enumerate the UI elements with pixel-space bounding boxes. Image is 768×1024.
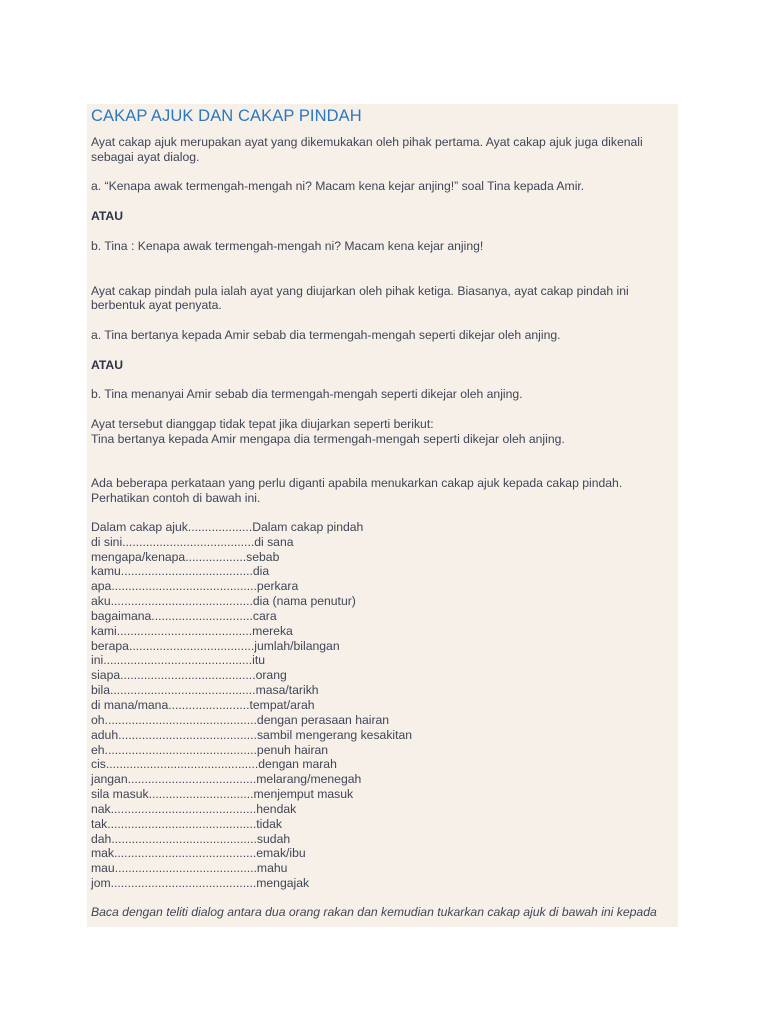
example-a-cakap-pindah: a. Tina bertanya kepada Amir sebab dia termengah-mengah seperti dikejar oleh anjing. xyxy=(91,327,561,342)
example-b-cakap-ajuk: b. Tina : Kenapa awak termengah-mengah ni? Macam kena kejar anjing! xyxy=(91,238,484,253)
list-item: nak...........................................hendak xyxy=(91,801,297,816)
instruction-line: Baca dengan teliti dialog antara dua orang rakan dan kemudian tukarkan cakap ajuk di bawah ini kepada xyxy=(91,904,657,919)
atau-label-2: ATAU xyxy=(91,357,124,372)
list-item: aduh.........................................sambil mengerang kesakitan xyxy=(91,727,413,742)
list-item: mak..........................................emak/ibu xyxy=(91,846,306,861)
list-item: Dalam cakap ajuk...................Dalam cakap pindah xyxy=(91,519,364,534)
word-change-list xyxy=(91,520,678,891)
list-item: cis.............................................dengan marah xyxy=(91,757,337,772)
list-item: sila masuk...............................menjemput masuk xyxy=(91,787,354,802)
list-item: dah...........................................sudah xyxy=(91,831,291,846)
list-item: mengapa/kenapa..................sebab xyxy=(91,549,280,564)
list-item: aku..........................................dia (nama penutur) xyxy=(91,594,356,609)
list-item: di sini.......................................di sana xyxy=(91,534,294,549)
list-item: jom...........................................mengajak xyxy=(91,876,310,891)
list-item: tak............................................tidak xyxy=(91,816,282,831)
list-item: oh.............................................dengan perasaan hairan xyxy=(91,712,390,727)
example-b-cakap-pindah: b. Tina menanyai Amir sebab dia termengah-mengah seperti dikejar oleh anjing. xyxy=(91,387,523,402)
example-a-cakap-ajuk: a. “Kenapa awak termengah-mengah ni? Macam kena kejar anjing!” soal Tina kepada Amir. xyxy=(91,179,585,194)
note-line-1: Ayat tersebut dianggap tidak tepat jika diujarkan seperti berikut: xyxy=(91,417,434,432)
paragraph-word-changes: Ada beberapa perkataan yang perlu diganti apabila menukarkan cakap ajuk kepada cakap pindah. Perhatikan contoh di bawah ini. xyxy=(91,476,623,506)
list-item: di mana/mana........................tempat/arah xyxy=(91,697,315,712)
list-item: bila...........................................masa/tarikh xyxy=(91,683,319,698)
list-item: apa...........................................perkara xyxy=(91,579,299,594)
list-item: siapa........................................orang xyxy=(91,668,287,683)
document-content xyxy=(87,104,678,920)
list-item: kami........................................mereka xyxy=(91,623,293,638)
page-title: CAKAP AJUK DAN CAKAP PINDAH xyxy=(91,107,362,125)
list-item: ini............................................itu xyxy=(91,653,266,668)
list-item: kamu.......................................dia xyxy=(91,564,270,579)
note-line-2: Tina bertanya kepada Amir mengapa dia termengah-mengah seperti dikejar oleh anjing. xyxy=(91,431,565,446)
atau-label-1: ATAU xyxy=(91,209,124,224)
document-page xyxy=(87,104,678,927)
list-item: eh.............................................penuh hairan xyxy=(91,742,329,757)
list-item: jangan......................................melarang/menegah xyxy=(91,772,362,787)
list-item: berapa.....................................jumlah/bilangan xyxy=(91,638,340,653)
paragraph-definition-cakap-pindah: Ayat cakap pindah pula ialah ayat yang diujarkan oleh pihak ketiga. Biasanya, ayat cakap pindah ini berbentuk ayat penyata. xyxy=(91,283,629,313)
paragraph-definition-cakap-ajuk: Ayat cakap ajuk merupakan ayat yang dikemukakan oleh pihak pertama. Ayat cakap ajuk juga dikenali sebagai ayat dialog. xyxy=(91,135,643,164)
list-item: bagaimana..............................cara xyxy=(91,608,277,623)
list-item: mau..........................................mahu xyxy=(91,861,288,876)
